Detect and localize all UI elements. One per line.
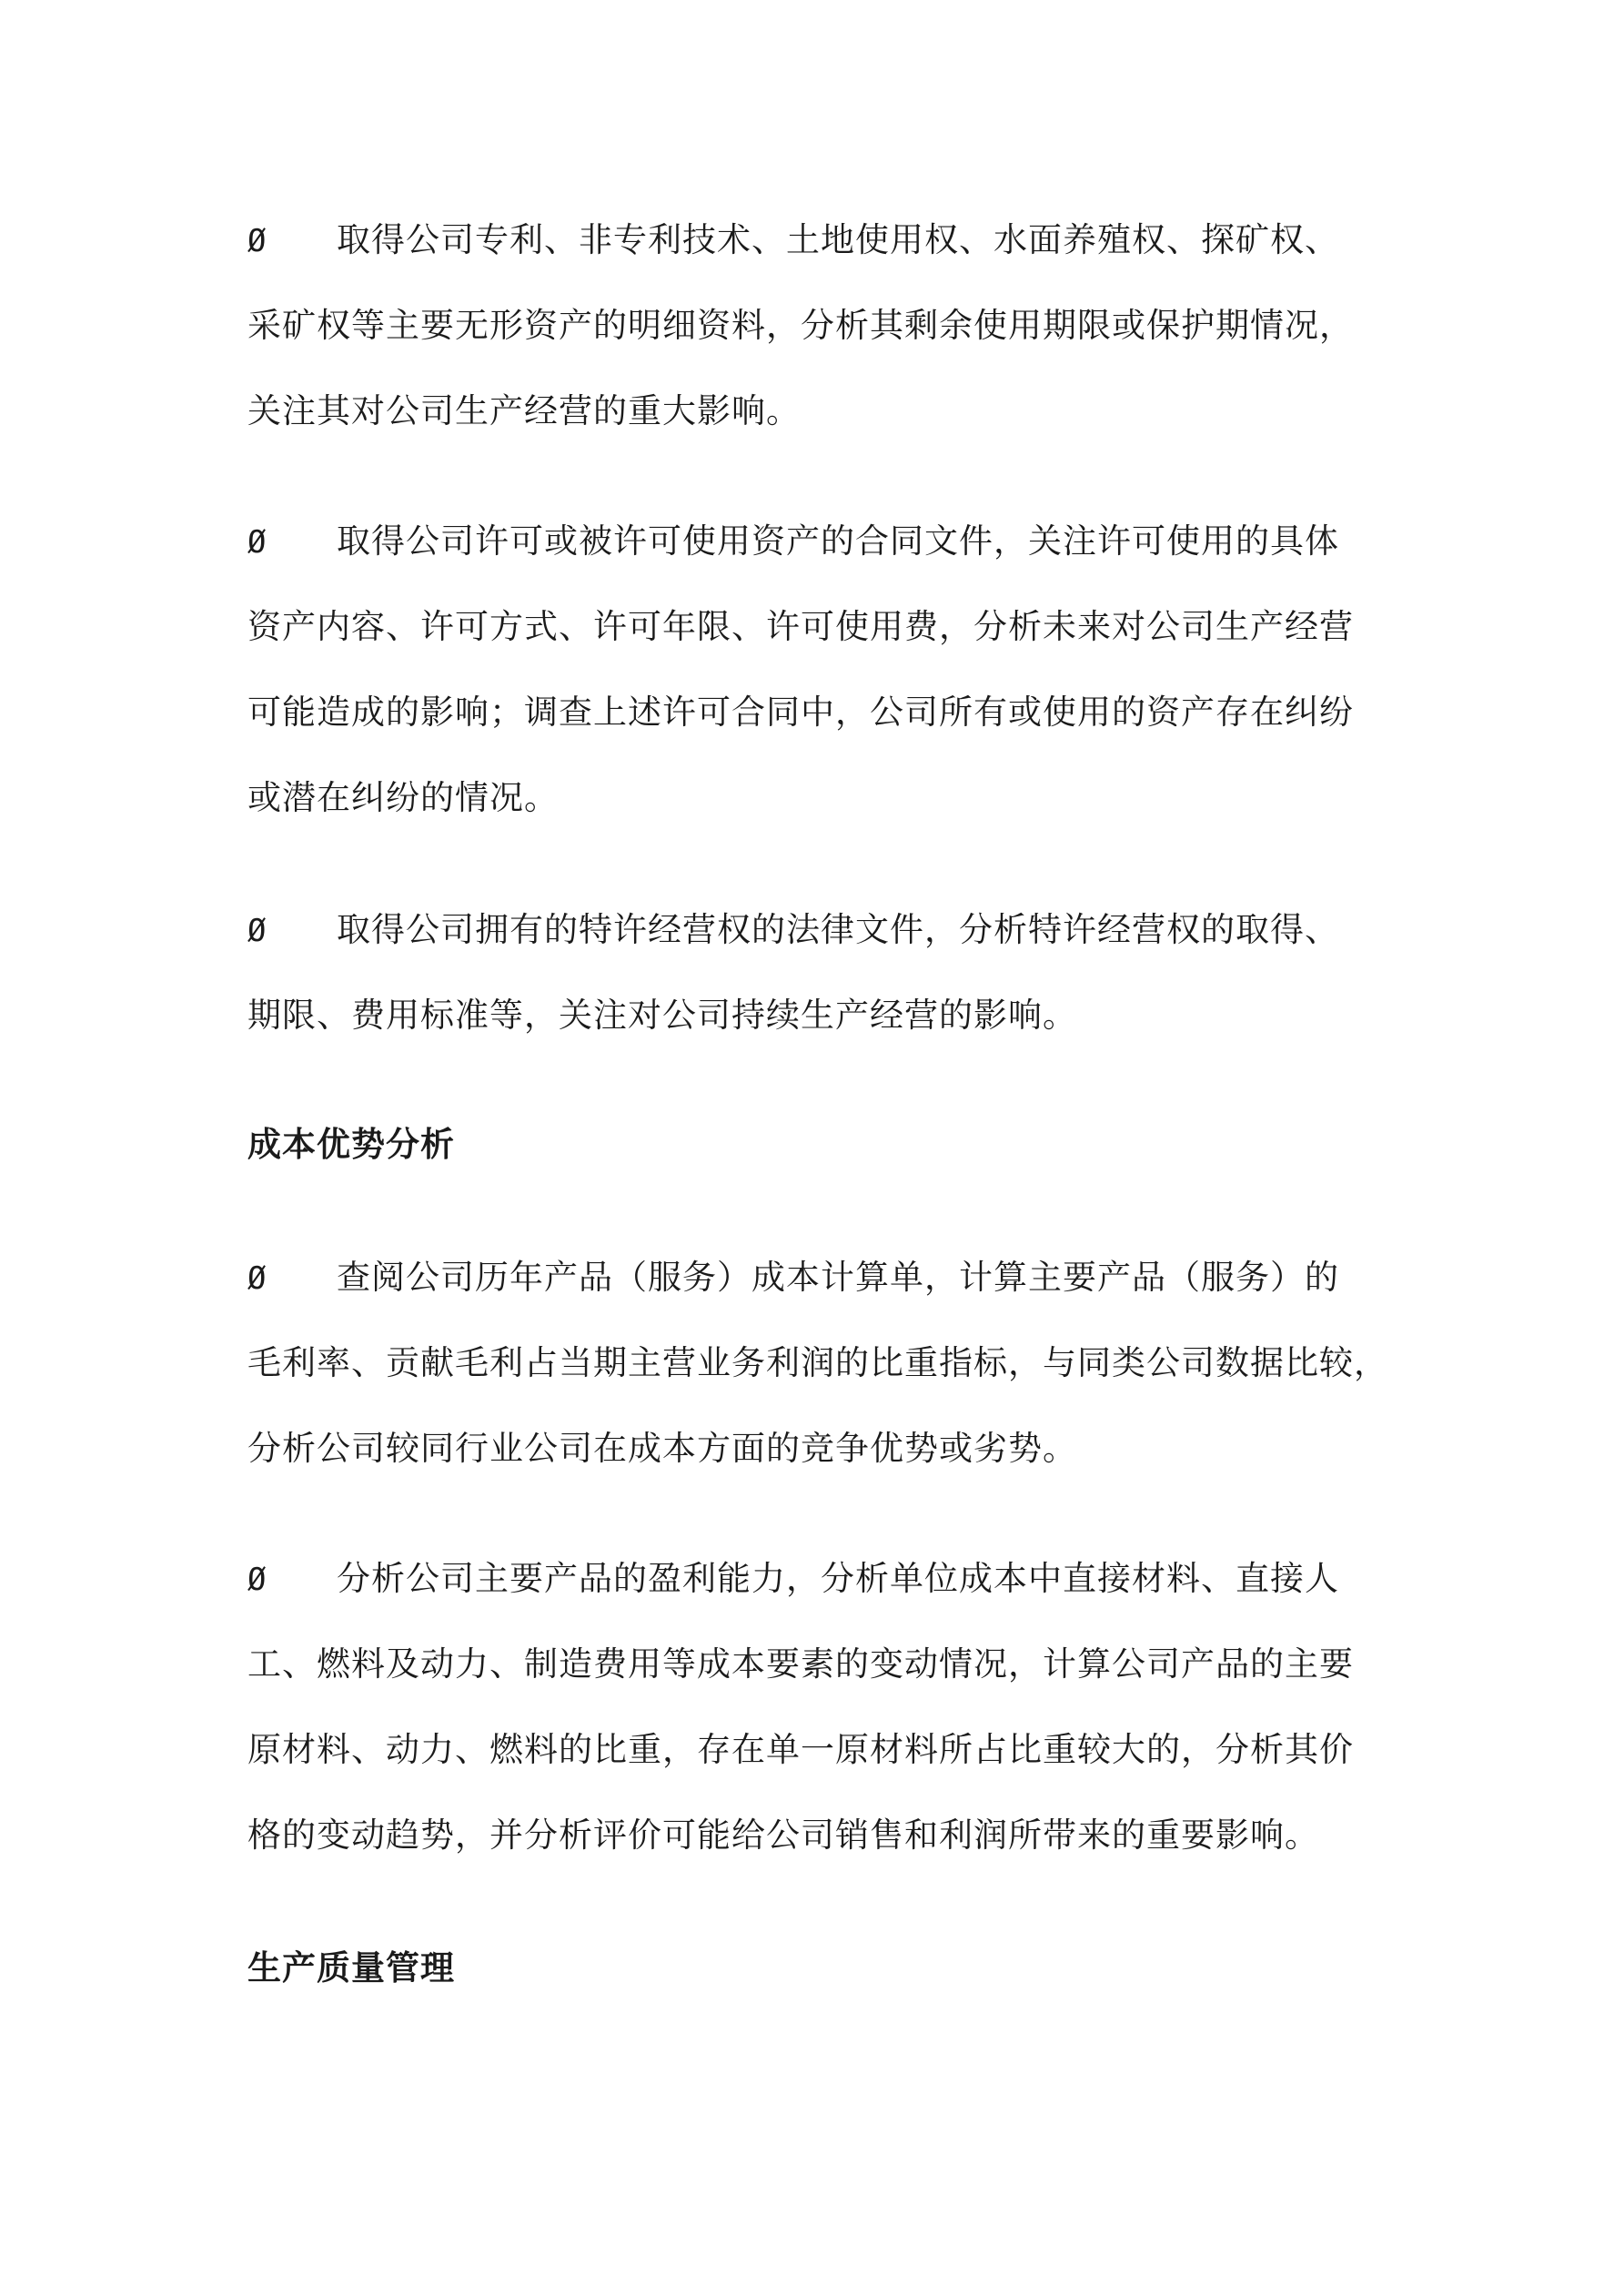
bullet-paragraph xyxy=(247,499,1398,841)
paragraph-line: 格的变动趋势，并分析评价可能给公司销售和利润所带来的重要影响。 xyxy=(247,1816,1319,1855)
bullet-icon: Ø xyxy=(247,1562,267,1598)
paragraph-line: 关注其对公司生产经营的重大影响。 xyxy=(247,391,801,430)
paragraph-line: 原材料、动力、燃料的比重，存在单一原材料所占比重较大的，分析其价 xyxy=(247,1730,1354,1769)
section-heading: 生产质量管理 xyxy=(247,1947,455,1988)
section-heading: 成本优势分析 xyxy=(247,1124,455,1164)
bullet-paragraph xyxy=(247,887,1398,1058)
bullet-icon: Ø xyxy=(247,524,267,561)
paragraph-line: 资产内容、许可方式、许可年限、许可使用费，分析未来对公司生产经营 xyxy=(247,607,1354,646)
bullet-paragraph xyxy=(247,197,1398,454)
paragraph-line: 毛利率、贡献毛利占当期主营业务利润的比重指标，与同类公司数据比较， xyxy=(247,1343,1388,1382)
paragraph-line: 期限、费用标准等，关注对公司持续生产经营的影响。 xyxy=(247,996,1077,1035)
paragraph-line: 采矿权等主要无形资产的明细资料，分析其剩余使用期限或保护期情况， xyxy=(247,306,1354,345)
paragraph-line: 取得公司许可或被许可使用资产的合同文件，关注许可使用的具体 xyxy=(337,521,1339,561)
bullet-paragraph xyxy=(247,1235,1398,1492)
paragraph-line: 查阅公司历年产品（服务）成本计算单，计算主要产品（服务）的 xyxy=(337,1258,1339,1297)
bullet-icon: Ø xyxy=(247,223,267,259)
paragraph-line: 分析公司主要产品的盈利能力，分析单位成本中直接材料、直接人 xyxy=(337,1559,1339,1598)
paragraph-line: 工、燃料及动力、制造费用等成本要素的变动情况，计算公司产品的主要 xyxy=(247,1644,1354,1684)
paragraph-line: 可能造成的影响；调查上述许可合同中，公司所有或使用的资产存在纠纷 xyxy=(247,693,1354,732)
bullet-icon: Ø xyxy=(247,913,267,949)
bullet-icon: Ø xyxy=(247,1260,267,1297)
paragraph-line: 取得公司拥有的特许经营权的法律文件，分析特许经营权的取得、 xyxy=(337,910,1339,949)
paragraph-line: 取得公司专利、非专利技术、土地使用权、水面养殖权、探矿权、 xyxy=(337,220,1339,259)
paragraph-line: 或潜在纠纷的情况。 xyxy=(247,778,559,817)
bullet-paragraph xyxy=(247,1536,1398,1878)
paragraph-line: 分析公司较同行业公司在成本方面的竞争优势或劣势。 xyxy=(247,1429,1077,1468)
